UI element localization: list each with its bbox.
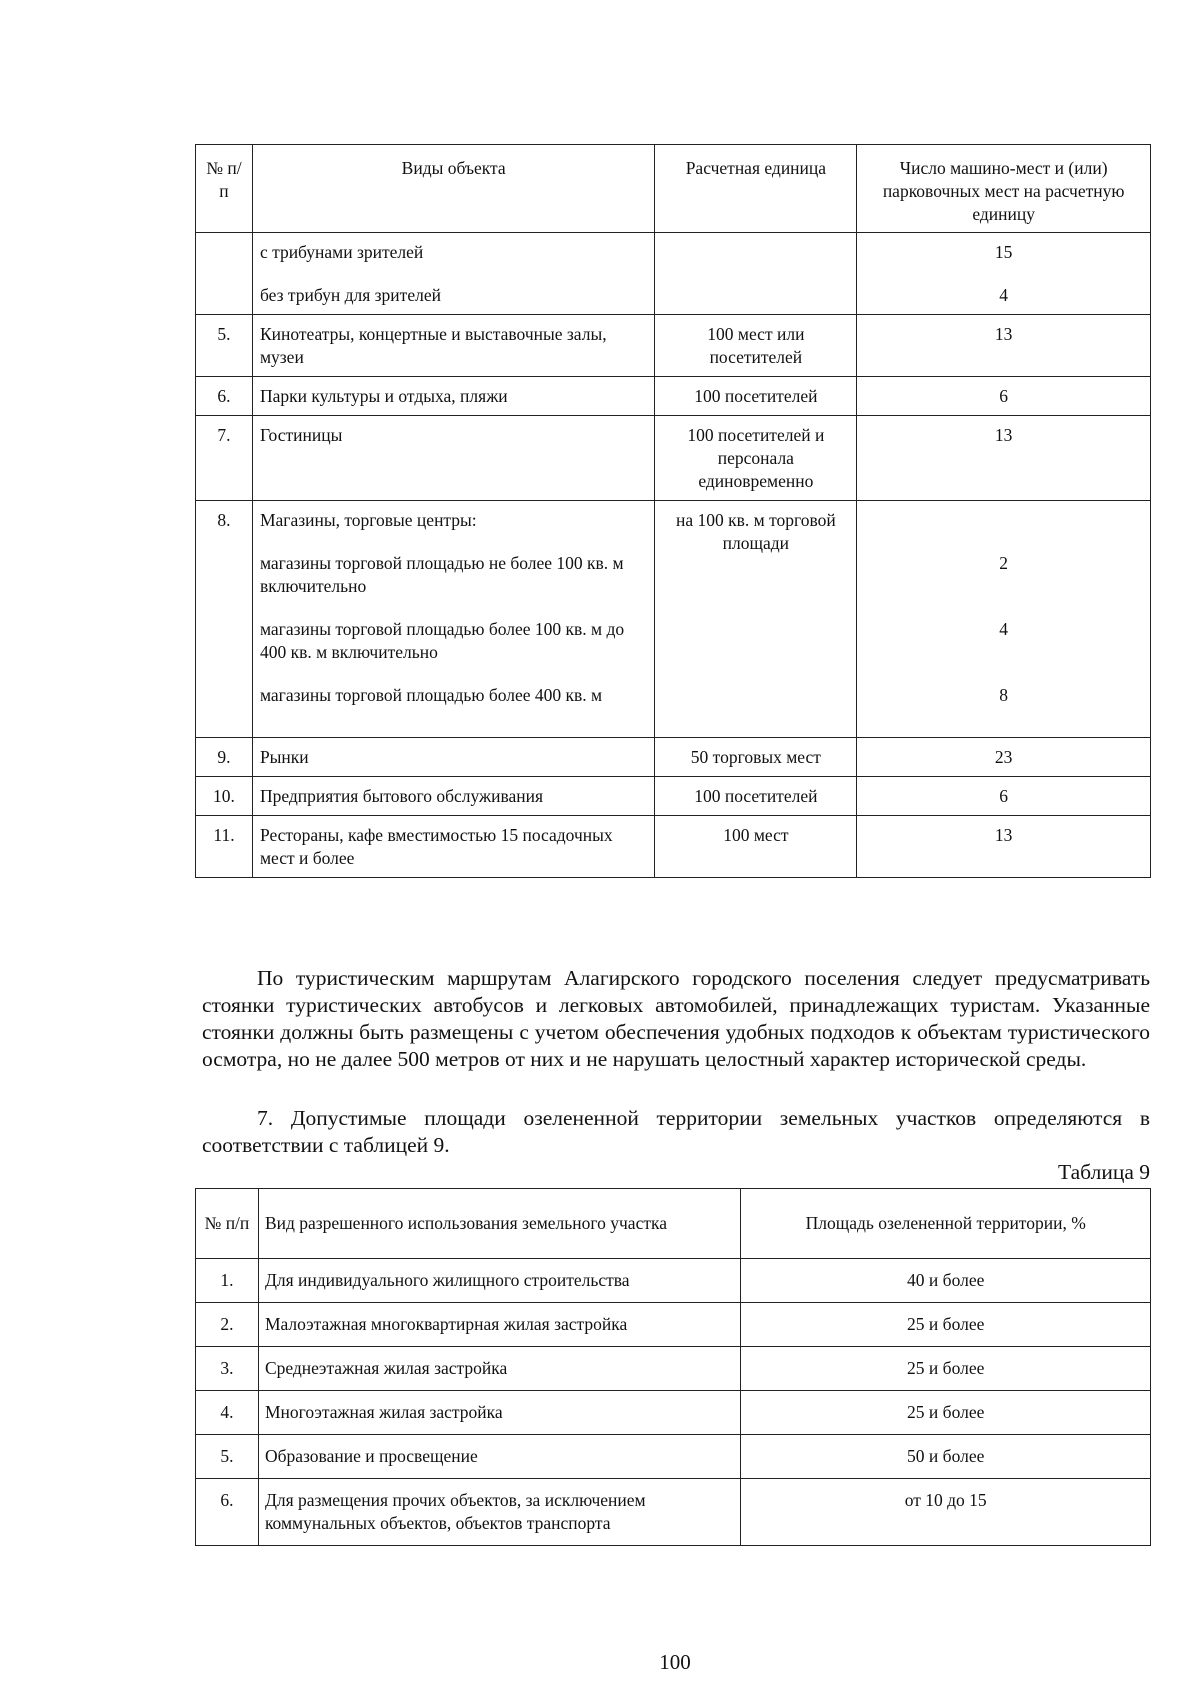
sub-item: магазины торговой площадью не более 100 кв. м включительно: [259, 553, 624, 596]
row-unit: на 100 кв. м торговой площади: [655, 501, 857, 738]
row-name: Предприятия бытового обслуживания: [252, 777, 655, 816]
paragraph-tourist-parking: По туристическим маршрутам Алагирского городского поселения следует предусматривать стоянки туристических автобусов и легковых автомобилей, принадлежащих туристам. Указанные стоянки должны быть размещены с учетом обеспечения удобных подходов к объектам туристического осмотра, но не далее 500 метров от них и не нарушать целостный характер исторической среды.: [202, 966, 1150, 1071]
table-row: [196, 416, 1151, 501]
row-num: 8.: [196, 501, 253, 738]
row-green-area: от 10 до 15: [741, 1479, 1151, 1546]
row-num: 6.: [196, 1479, 259, 1546]
table-row: [196, 233, 1151, 315]
row-num: 5.: [196, 315, 253, 377]
sub-item: магазины торговой площадью более 100 кв. м до 400 кв. м включительно: [259, 619, 625, 662]
row-unit: 100 мест или посетителей: [655, 315, 857, 377]
row-name: Парки культуры и отдыха, пляжи: [252, 377, 655, 416]
row-name: Рынки: [252, 738, 655, 777]
parking-norms-table: [195, 144, 1151, 878]
row-num: 1.: [196, 1259, 259, 1303]
row-num: 5.: [196, 1435, 259, 1479]
row-name: [252, 233, 655, 315]
table-row: [196, 816, 1151, 878]
row-num: 6.: [196, 377, 253, 416]
row-land-use: Для размещения прочих объектов, за исключением коммунальных объектов, объектов транспорта: [258, 1479, 740, 1546]
table-row: [196, 1391, 1151, 1435]
header-unit: Расчетная единица: [655, 145, 857, 233]
row-num: 2.: [196, 1303, 259, 1347]
row-land-use: Образование и просвещение: [258, 1435, 740, 1479]
row-title: Магазины, торговые центры:: [259, 510, 477, 530]
header-land-use: Вид разрешенного использования земельного участка: [258, 1189, 740, 1259]
row-num: 3.: [196, 1347, 259, 1391]
row-unit: 100 посетителей и персонала единовременно: [655, 416, 857, 501]
sub-value: 4: [999, 285, 1009, 305]
table-header-row: [196, 145, 1151, 233]
table-row: [196, 1479, 1151, 1546]
row-name: Гостиницы: [252, 416, 655, 501]
row-num: 10.: [196, 777, 253, 816]
row-green-area: 25 и более: [741, 1391, 1151, 1435]
row-unit: 100 мест: [655, 816, 857, 878]
row-num: 7.: [196, 416, 253, 501]
paragraph-green-areas: 7. Допустимые площади озелененной территории земельных участков определяются в соответствии с таблицей 9.: [202, 1106, 1150, 1157]
row-green-area: 50 и более: [741, 1435, 1151, 1479]
row-value: 6: [857, 777, 1151, 816]
table-row: [196, 315, 1151, 377]
row-unit: [655, 233, 857, 315]
row-land-use: Среднеэтажная жилая застройка: [258, 1347, 740, 1391]
sub-item: с трибунами зрителей: [259, 242, 424, 262]
row-unit: 100 посетителей: [655, 377, 857, 416]
table-row: [196, 501, 1151, 738]
header-num: № п/п: [196, 145, 253, 233]
sub-value: 2: [999, 553, 1009, 573]
row-name: [252, 501, 655, 738]
row-unit: 50 торговых мест: [655, 738, 857, 777]
row-green-area: 25 и более: [741, 1347, 1151, 1391]
row-num: 4.: [196, 1391, 259, 1435]
table-row: [196, 377, 1151, 416]
row-num: 9.: [196, 738, 253, 777]
row-value: 23: [857, 738, 1151, 777]
sub-item: без трибун для зрителей: [259, 285, 441, 305]
sub-item: магазины торговой площадью более 400 кв. м: [259, 685, 603, 705]
green-area-table: [195, 1188, 1151, 1546]
header-num: № п/п: [196, 1189, 259, 1259]
table-row: [196, 1435, 1151, 1479]
sub-value: 8: [999, 685, 1009, 705]
table-row: [196, 738, 1151, 777]
row-unit: 100 посетителей: [655, 777, 857, 816]
row-value: 13: [857, 416, 1151, 501]
row-num: 11.: [196, 816, 253, 878]
row-value: [857, 501, 1151, 738]
table-row: [196, 1303, 1151, 1347]
sub-value: 4: [999, 619, 1009, 639]
table-row: [196, 1347, 1151, 1391]
row-green-area: 25 и более: [741, 1303, 1151, 1347]
header-parking-count: Число машино-мест и (или) парковочных мест на расчетную единицу: [857, 145, 1151, 233]
row-value: 13: [857, 315, 1151, 377]
table-header-row: [196, 1189, 1151, 1259]
row-name: Рестораны, кафе вместимостью 15 посадочных мест и более: [252, 816, 655, 878]
header-green-area: Площадь озелененной территории, %: [741, 1189, 1151, 1259]
table-row: [196, 777, 1151, 816]
row-value: [857, 233, 1151, 315]
row-value: 6: [857, 377, 1151, 416]
row-name: Кинотеатры, концертные и выставочные залы, музеи: [252, 315, 655, 377]
row-land-use: Малоэтажная многоквартирная жилая застройка: [258, 1303, 740, 1347]
table-row: [196, 1259, 1151, 1303]
table-caption: Таблица 9: [1058, 1160, 1150, 1184]
page-number: 100: [659, 1650, 691, 1674]
header-object-type: Виды объекта: [252, 145, 655, 233]
row-green-area: 40 и более: [741, 1259, 1151, 1303]
row-value: 13: [857, 816, 1151, 878]
row-land-use: Многоэтажная жилая застройка: [258, 1391, 740, 1435]
row-num: [196, 233, 253, 315]
row-land-use: Для индивидуального жилищного строительства: [258, 1259, 740, 1303]
sub-value: 15: [994, 242, 1013, 262]
